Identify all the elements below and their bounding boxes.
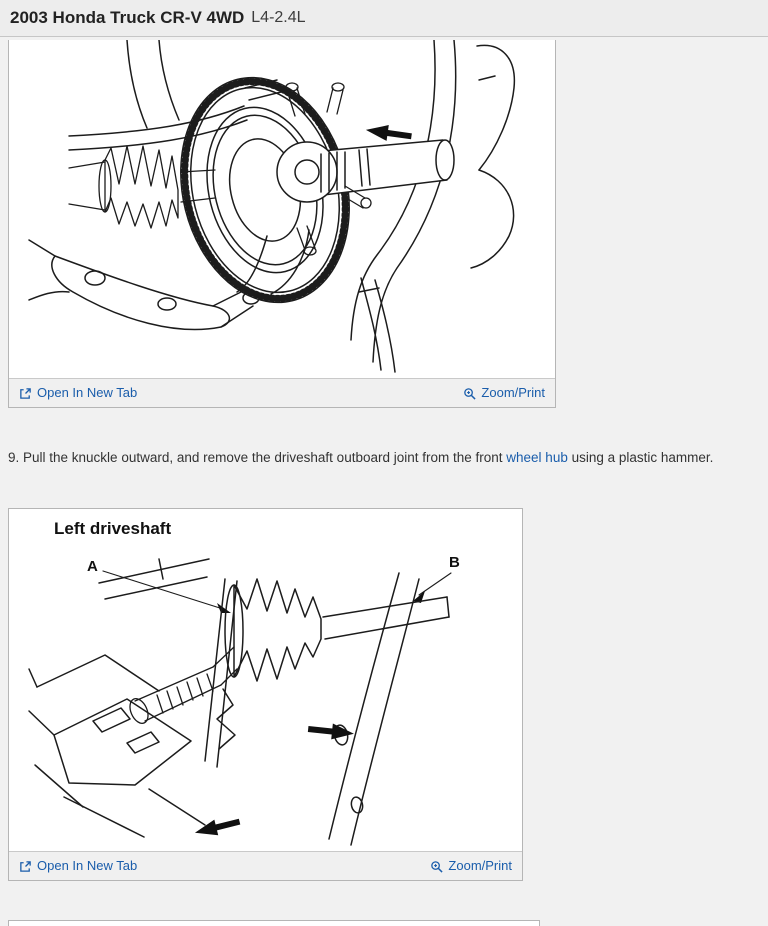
direction-arrow-left [365, 122, 413, 144]
figure-panel-partial [8, 920, 540, 926]
front-hub-illustration-area [9, 40, 555, 378]
open-in-new-tab-label: Open In New Tab [37, 385, 138, 400]
engine-subtitle: L4-2.4L [251, 9, 306, 26]
cv-boot-bellows [225, 579, 321, 681]
intermediate-spline-shaft [126, 647, 237, 726]
zoom-print-link[interactable] [430, 859, 512, 873]
figure2-title: Left driveshaft [9, 509, 522, 539]
direction-arrow-left-bottom [193, 814, 242, 841]
magnifier-plus-icon [430, 860, 443, 873]
callout-label-a: A [87, 558, 98, 575]
figure-panel-front-hub [8, 40, 556, 408]
vehicle-header [0, 0, 768, 37]
figure2-footer [9, 851, 522, 880]
wheel-hub-and-driveshaft [277, 140, 454, 202]
wheel-hub-link[interactable]: wheel hub [506, 450, 568, 465]
open-in-new-tab-label: Open In New Tab [37, 858, 138, 873]
open-in-new-tab-icon [19, 387, 32, 400]
left-driveshaft-illustration [9, 539, 522, 851]
left-driveshaft-illustration-area [9, 539, 522, 851]
zoom-print-link[interactable] [463, 386, 545, 400]
front-hub-driveshaft-illustration [9, 40, 555, 378]
body-panel-lines [351, 40, 514, 362]
step-9-instruction [8, 450, 760, 466]
zoom-print-label: Zoom/Print [481, 385, 545, 400]
open-in-new-tab-link[interactable] [19, 859, 137, 873]
step-9-text-before: 9. Pull the knuckle outward, and remove the driveshaft outboard joint from the front [8, 450, 507, 465]
strut-lines [69, 40, 281, 150]
callout-label-b: B [449, 554, 460, 571]
callout-leader-lines [103, 571, 451, 613]
lower-control-arm [29, 240, 259, 330]
figure-panel-left-driveshaft [8, 508, 523, 881]
engine-block-lines [99, 559, 209, 599]
magnifier-plus-icon [463, 387, 476, 400]
zoom-print-label: Zoom/Print [448, 858, 512, 873]
open-in-new-tab-link[interactable] [19, 386, 137, 400]
open-in-new-tab-icon [19, 860, 32, 873]
figure1-footer [9, 378, 555, 407]
vehicle-title: 2003 Honda Truck CR-V 4WD [10, 8, 245, 27]
step-9-text-after: using a plastic hammer. [567, 450, 714, 465]
